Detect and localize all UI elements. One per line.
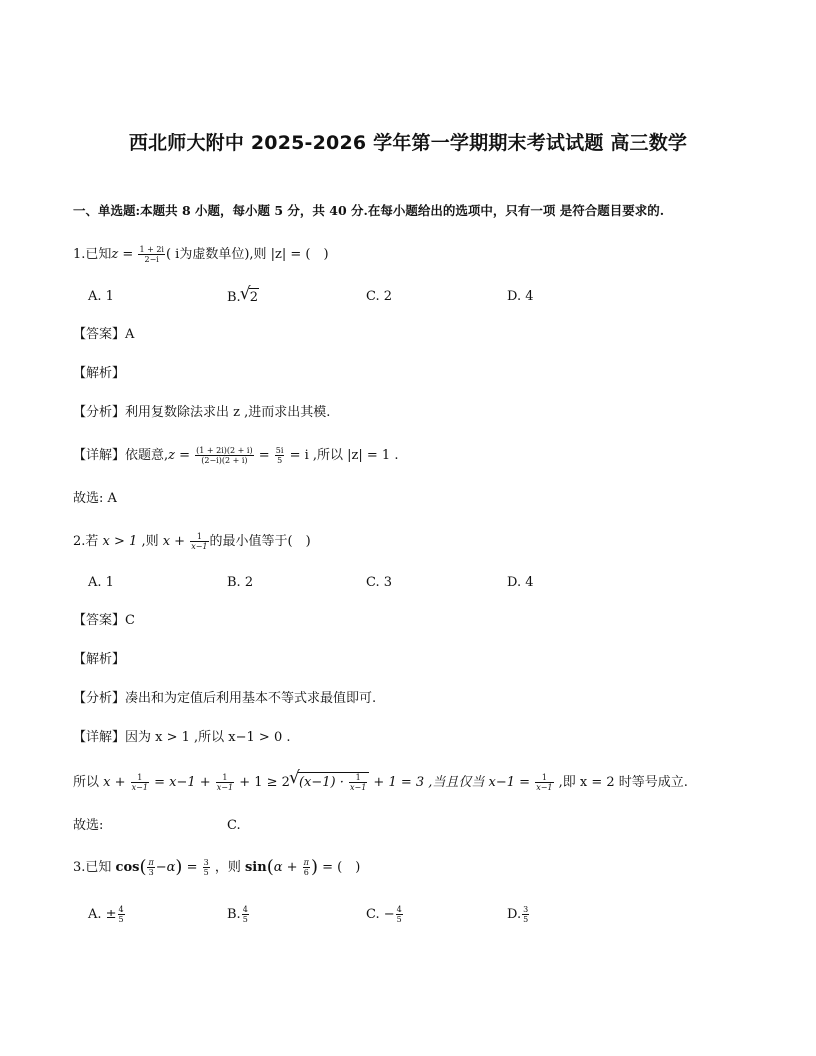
- q3-option-b-den: 5: [242, 915, 248, 924]
- q2-l1-fraction-2: [216, 773, 234, 792]
- question-1: [73, 245, 329, 264]
- q2-fenxi: 【分析】凑出和为定值后利用基本不等式求最值即可.: [73, 691, 377, 706]
- q2-l1-a: x +: [103, 775, 130, 790]
- q3-minus-alpha: −α: [155, 860, 176, 875]
- q2-l1-den-1: x−1: [131, 783, 148, 792]
- q3-mid: ，则: [210, 860, 245, 875]
- q1-detail-prefix: 【详解】依题意,: [73, 448, 169, 463]
- q1-fraction: [138, 245, 165, 264]
- q1-option-a: A. 1: [88, 289, 114, 304]
- q1-fenxi: 【分析】利用复数除法求出 z ,进而求出其模.: [73, 405, 331, 420]
- q1-detail-fraction-2: [275, 446, 285, 465]
- q1-detail-z: z =: [168, 448, 195, 463]
- q3-three-fifths: [203, 858, 210, 877]
- section-one-heading: 一、单选题:本题共 8 小题，每小题 5 分，共 40 分.在每小题给出的选项中，只有一项 是符合题目要求的.: [73, 203, 665, 218]
- q3-paren-open-2: (: [266, 856, 274, 878]
- q3-option-a-fraction: [118, 905, 125, 924]
- q2-l1-den-2: x−1: [216, 783, 234, 792]
- q1-detail: [73, 446, 398, 465]
- q1-frac-den: 2−i: [144, 255, 159, 264]
- q3-option-d-num: 3: [523, 905, 529, 914]
- q3-option-d-den: 5: [523, 915, 529, 924]
- q1-detail-den2: 5: [277, 456, 283, 465]
- q2-fraction: [190, 532, 208, 551]
- question-3: [73, 858, 360, 877]
- exam-title: 西北师大附中 2025-2026 学年第一学期期末考试试题 高三数学: [128, 132, 688, 154]
- q3-suffix: = ( ): [317, 860, 361, 875]
- q3-option-c: [366, 905, 404, 924]
- q1-detail-num2: 5i: [275, 446, 284, 455]
- q2-l1-den-4: x−1: [536, 783, 553, 792]
- q2-l1-radicand: [298, 772, 369, 792]
- q1-option-d: D. 4: [507, 289, 534, 304]
- q2-l1-fraction-4: [535, 773, 553, 792]
- q2-mid: ,则: [137, 534, 163, 549]
- q1-option-c: C. 2: [366, 289, 393, 304]
- q2-condition: x > 1: [102, 534, 138, 549]
- q2-l1-prefix: 所以: [73, 775, 104, 790]
- q3-option-b-label: B.: [227, 907, 241, 922]
- q2-l1-num-4: 1: [535, 773, 553, 783]
- q2-suffix: 的最小值等于( ): [209, 534, 311, 549]
- q2-prefix: 2.若: [73, 534, 103, 549]
- q2-l1-num-2: 1: [216, 773, 234, 783]
- q3-option-d: [507, 905, 530, 924]
- q2-l1-c: + 1 ≥ 2: [235, 775, 290, 790]
- q3-pi-over-6: [303, 858, 310, 877]
- q1-z: z: [111, 247, 119, 262]
- q2-frac-num: 1: [190, 532, 208, 542]
- q3-pi-over-3: [147, 858, 154, 877]
- q2-l1-b: = x−1 +: [149, 775, 215, 790]
- q3-alpha-plus: α +: [273, 860, 302, 875]
- q3-six: 6: [303, 868, 309, 877]
- q3-cos: cos: [115, 860, 140, 875]
- q1-detail-den1: (2−i)(2 + i): [201, 456, 248, 465]
- q3-paren-open-1: (: [139, 856, 147, 878]
- q3-option-c-fraction: [396, 905, 403, 924]
- q1-choice: 故选: A: [73, 491, 117, 506]
- q3-den: 5: [203, 868, 209, 877]
- q3-option-b: [227, 905, 250, 924]
- q1-analysis-label: 【解析】: [73, 366, 126, 381]
- q1-option-b: [227, 288, 259, 307]
- q3-sin: sin: [244, 860, 267, 875]
- q2-l1-num-1: 1: [131, 773, 149, 783]
- q3-option-a-label: A. ±: [88, 907, 117, 922]
- q3-option-d-label: D.: [507, 907, 522, 922]
- q2-l1-e: ,即 x = 2 时等号成立.: [554, 775, 688, 790]
- q1-detail-fraction-1: [195, 446, 253, 465]
- q2-choice-value: C.: [227, 818, 241, 833]
- q3-prefix: 3.已知: [73, 860, 116, 875]
- q2-expression: x +: [162, 534, 190, 549]
- q3-option-c-den: 5: [396, 915, 402, 924]
- q2-choice-label: 故选:: [73, 818, 104, 833]
- q1-answer: 【答案】A: [73, 327, 135, 342]
- q1-detail-eq: =: [254, 448, 274, 463]
- q2-option-b: B. 2: [227, 575, 254, 590]
- q2-l1-sqrt: [290, 772, 369, 792]
- q2-option-a: A. 1: [88, 575, 114, 590]
- question-2: [73, 532, 311, 551]
- q3-three: 3: [148, 868, 154, 877]
- q3-option-a-num: 4: [118, 905, 124, 914]
- q2-l1-d: + 1 = 3 ,当且仅当 x−1 =: [369, 775, 535, 790]
- q3-paren-close-1: ): [175, 856, 183, 878]
- q2-l1-fraction-3: [349, 773, 367, 792]
- q3-option-c-num: 4: [396, 905, 402, 914]
- q1-eq: =: [118, 247, 138, 262]
- q2-analysis-label: 【解析】: [73, 652, 126, 667]
- q1-prefix: 1.已知: [73, 247, 112, 262]
- q2-answer: 【答案】C: [73, 613, 135, 628]
- q1-option-b-sqrt: [241, 288, 259, 307]
- q3-num: 3: [203, 858, 209, 867]
- q3-eq: =: [182, 860, 202, 875]
- q2-inequality-line: [73, 772, 688, 792]
- q1-detail-num1: (1 + 2i)(2 + i): [196, 446, 253, 455]
- q1-detail-tail: = i ,所以 |z| = 1 .: [285, 448, 399, 463]
- q3-option-a-den: 5: [118, 915, 124, 924]
- q1-frac-num: 1 + 2i: [139, 245, 164, 254]
- q2-option-c: C. 3: [366, 575, 393, 590]
- q1-option-b-label: B.: [227, 290, 241, 305]
- q2-option-d: D. 4: [507, 575, 534, 590]
- q3-option-d-fraction: [522, 905, 529, 924]
- q2-l1-num-3: 1: [349, 773, 367, 783]
- q2-detail: 【详解】因为 x > 1 ,所以 x−1 > 0 .: [73, 730, 291, 745]
- q2-l1-den-3: x−1: [349, 783, 367, 792]
- q3-option-b-fraction: [242, 905, 249, 924]
- q2-frac-den: x−1: [191, 542, 208, 551]
- q1-suffix: ( i为虚数单位),则 |z| = ( ): [165, 247, 329, 262]
- q2-l1-fraction-1: [131, 773, 149, 792]
- q3-pi-2: π: [303, 858, 309, 867]
- q2-l1-rad-text: (x−1) ·: [298, 775, 348, 790]
- q3-option-a: [88, 905, 126, 924]
- q3-pi-1: π: [148, 858, 154, 867]
- q3-option-c-label: C. −: [366, 907, 395, 922]
- q1-option-b-radicand: 2: [249, 290, 258, 305]
- q3-option-b-num: 4: [242, 905, 248, 914]
- q3-paren-close-2: ): [310, 856, 318, 878]
